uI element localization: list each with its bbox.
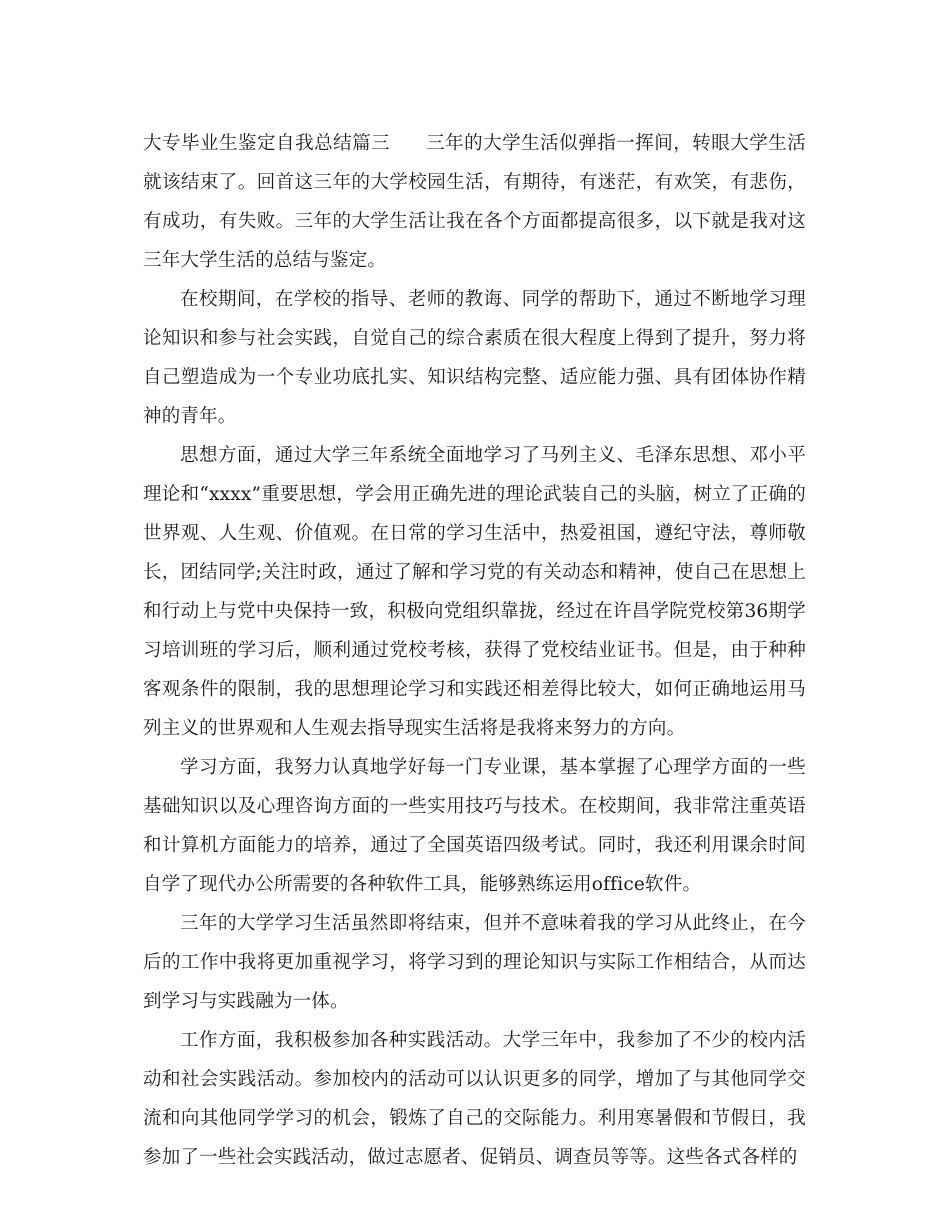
document-body (143, 124, 806, 1177)
document-heading: 大专毕业生鉴定自我总结篇三 (143, 133, 391, 154)
paragraph-ideology: 思想方面，通过大学三年系统全面地学习了马列主义、毛泽东思想、邓小平理论和“xxxx”重要思想，学会用正确先进的理论武装自己的头脑，树立了正确的世界观、人生观、价值观。在日常的学习生活中，热爱祖国，遵纪守法，尊师敬长，团结同学;关注时政，通过了解和学习党的有关动态和精神，使自己在思想上和行动上与党中央保持一致，积极向党组织靠拢，经过在许昌学院党校第36期学习培训班的学习后，顺利通过党校考核，获得了党校结业证书。但是，由于种种客观条件的限制，我的思想理论学习和实践还相差得比较大，如何正确地运用马列主义的世界观和人生观去指导现实生活将是我将来努力的方向。 (143, 445, 806, 739)
intro-text: 三年的大学生活似弹指一挥间，转眼大学生活就该结束了。回首这三年的大学校园生活，有期待，有迷茫，有欢笑，有悲伤，有成功，有失败。三年的大学生活让我在各个方面都提高很多，以下就是我对这三年大学生活的总结与鉴定。 (143, 133, 806, 271)
paragraph-work: 工作方面，我积极参加各种实践活动。大学三年中，我参加了不少的校内活动和社会实践活动。参加校内的活动可以认识更多的同学，增加了与其他同学交流和向其他同学学习的机会，锻炼了自己的交际能力。利用寒暑假和节假日，我参加了一些社会实践活动，做过志愿者、促销员、调查员等等。这些各式各样的 (143, 1030, 806, 1168)
intro-paragraph (143, 124, 806, 280)
paragraph-school-period: 在校期间，在学校的指导、老师的教诲、同学的帮助下，通过不断地学习理论知识和参与社会实践，自觉自己的综合素质在很大程度上得到了提升，努力将自己塑造成为一个专业功底扎实、知识结构完整、适应能力强、具有团体协作精神的青年。 (143, 289, 806, 427)
paragraph-study: 学习方面，我努力认真地学好每一门专业课，基本掌握了心理学方面的一些基础知识以及心理咨询方面的一些实用技巧与技术。在校期间，我非常注重英语和计算机方面能力的培养，通过了全国英语四级考试。同时，我还利用课余时间自学了现代办公所需要的各种软件工具，能够熟练运用office软件。 (143, 757, 806, 895)
paragraph-future-study: 三年的大学学习生活虽然即将结束，但并不意味着我的学习从此终止，在今后的工作中我将更加重视学习，将学习到的理论知识与实际工作相结合，从而达到学习与实践融为一体。 (143, 913, 806, 1012)
